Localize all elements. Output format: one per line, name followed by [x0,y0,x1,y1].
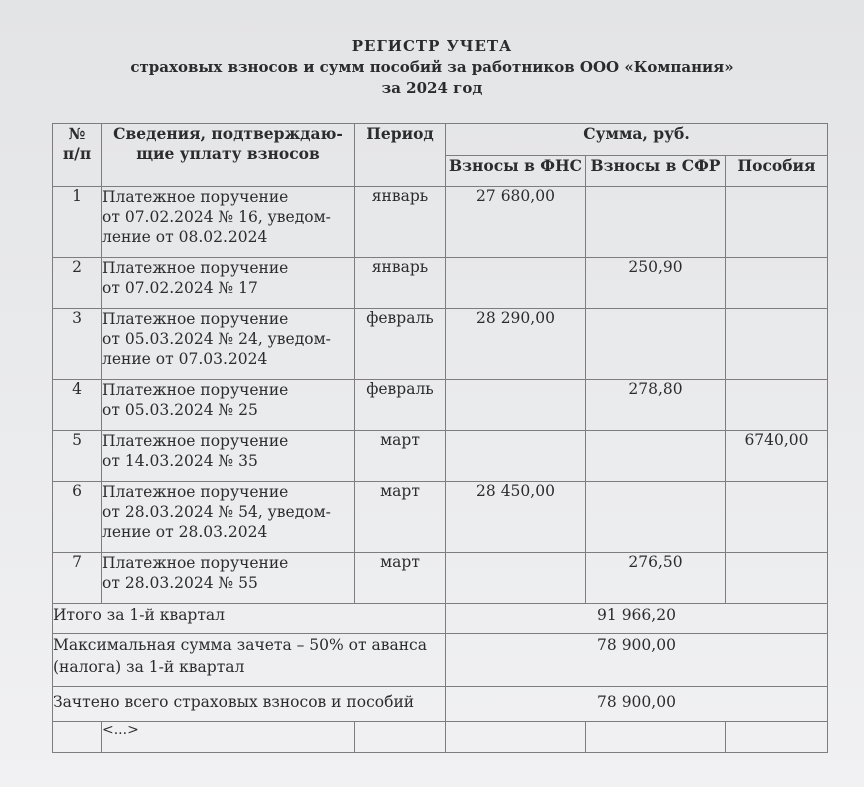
row-info: Платежное поручение от 28.03.2024 № 54, уведом- ление от 28.03.2024 [102,482,355,553]
row-fns: 27 680,00 [446,187,586,258]
header-sfr: Взносы в СФР [586,156,726,187]
empty-cell [355,722,446,753]
row-sfr [586,309,726,380]
table-row [53,431,828,482]
row-num: 2 [53,258,102,309]
row-fns [446,380,586,431]
table-row [53,380,828,431]
empty-cell [446,722,586,753]
summary-value: 78 900,00 [446,634,828,687]
summary-label: Зачтено всего страховых взносов и пособий [53,687,446,722]
table-row [53,309,828,380]
row-sfr [586,482,726,553]
row-num: 6 [53,482,102,553]
row-info: Платежное поручение от 14.03.2024 № 35 [102,431,355,482]
row-num: 3 [53,309,102,380]
row-info: Платежное поручение от 05.03.2024 № 24, уведом- ление от 07.03.2024 [102,309,355,380]
row-period: январь [355,258,446,309]
summary-row-max-offset [53,634,828,687]
row-fns [446,553,586,604]
row-sfr: 250,90 [586,258,726,309]
ellipsis-text: <...> [102,722,355,753]
empty-cell [53,722,102,753]
row-sfr [586,187,726,258]
row-benefits [726,380,828,431]
summary-row-offset-total [53,687,828,722]
header-benefits: Пособия [726,156,828,187]
row-benefits [726,482,828,553]
row-period: март [355,553,446,604]
table-row [53,482,828,553]
summary-label: Итого за 1-й квартал [53,604,446,634]
summary-value: 91 966,20 [446,604,828,634]
summary-label: Максимальная сумма зачета – 50% от аванса (налога) за 1-й квартал [53,634,446,687]
document-title [0,36,864,99]
row-period: март [355,482,446,553]
header-row [53,124,828,156]
row-info: Платежное поручение от 07.02.2024 № 17 [102,258,355,309]
summary-row-total [53,604,828,634]
header-period: Период [355,124,446,187]
row-benefits [726,258,828,309]
row-fns [446,258,586,309]
header-info: Сведения, подтверждаю- щие уплату взносов [102,124,355,187]
title-line-2: страховых взносов и сумм пособий за работников ООО «Компания» [130,58,734,76]
row-num: 1 [53,187,102,258]
header-fns: Взносы в ФНС [446,156,586,187]
row-info: Платежное поручение от 28.03.2024 № 55 [102,553,355,604]
table-row [53,258,828,309]
empty-cell [586,722,726,753]
row-period: январь [355,187,446,258]
row-num: 5 [53,431,102,482]
row-info: Платежное поручение от 05.03.2024 № 25 [102,380,355,431]
summary-value: 78 900,00 [446,687,828,722]
header-sum-group: Сумма, руб. [446,124,828,156]
row-fns: 28 450,00 [446,482,586,553]
row-sfr [586,431,726,482]
register-table [52,123,828,753]
title-line-3: за 2024 год [381,79,483,97]
row-benefits [726,553,828,604]
header-num: № п/п [53,124,102,187]
row-info: Платежное поручение от 07.02.2024 № 16, уведом- ление от 08.02.2024 [102,187,355,258]
title-line-1: РЕГИСТР УЧЕТА [351,37,513,55]
row-benefits [726,309,828,380]
row-period: февраль [355,309,446,380]
table-row [53,187,828,258]
empty-cell [726,722,828,753]
row-period: март [355,431,446,482]
row-benefits [726,187,828,258]
row-num: 7 [53,553,102,604]
row-benefits: 6740,00 [726,431,828,482]
row-num: 4 [53,380,102,431]
row-sfr: 276,50 [586,553,726,604]
row-fns [446,431,586,482]
row-fns: 28 290,00 [446,309,586,380]
row-sfr: 278,80 [586,380,726,431]
ellipsis-row [53,722,828,753]
row-period: февраль [355,380,446,431]
table-row [53,553,828,604]
